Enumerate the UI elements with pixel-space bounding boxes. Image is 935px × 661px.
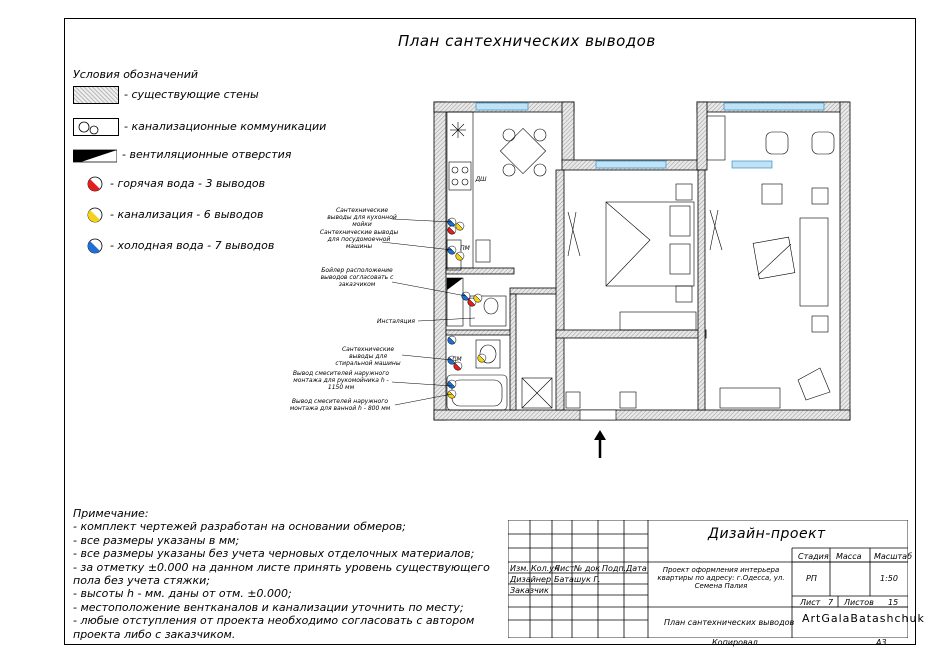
hallway-furniture: [522, 378, 636, 408]
sheets-total: 15: [888, 598, 899, 607]
sheet-label: Лист: [800, 598, 821, 607]
note-line: - любые отступления от проекта необходимо согласовать с автором: [73, 614, 475, 628]
note-line: пола без учета стяжки;: [73, 574, 210, 588]
header-list: Лист: [554, 564, 575, 573]
callout-washbasin: Вывод смесителей наружного монтажа для рукомойника h - 1150 мм: [292, 370, 390, 391]
sheet-title: План сантехнических выводов: [664, 618, 795, 627]
header-doc: № док: [574, 564, 601, 573]
sheets-label: Листов: [844, 598, 874, 607]
company-name: ArtGalaBatashchuk: [802, 612, 925, 625]
notes-block: [73, 507, 513, 641]
header-date: Дата: [626, 564, 647, 573]
designer-name: Баташук Г.: [554, 575, 601, 584]
stage-label: Стадия: [798, 552, 829, 561]
scale-value: 1:50: [880, 574, 898, 583]
stage-value: РП: [806, 574, 817, 583]
sheet-number: 7: [828, 598, 834, 607]
legend-cold-label: - холодная вода - 7 выводов: [110, 239, 275, 252]
legend-walls-label: - существующие стены: [124, 88, 259, 101]
living-room-furniture: [707, 116, 834, 408]
note-line: - все размеры указаны в мм;: [73, 533, 240, 547]
bedroom-furniture: [568, 184, 696, 330]
legend-sewer-label: - канализационные коммуникации: [124, 120, 327, 133]
label-sm: СМ: [452, 356, 462, 363]
label-dsh: ДШ: [475, 176, 487, 183]
footer-copied: Копировал: [712, 638, 758, 647]
role-designer: Дизайнер: [510, 575, 552, 584]
entrance-arrow-icon: [594, 430, 606, 458]
project-type: Дизайн-проект: [708, 526, 826, 542]
header-podp: Подп.: [602, 564, 627, 573]
note-line: - все размеры указаны без учета черновых отделочных материалов;: [73, 547, 475, 561]
note-line: - местоположение вентканалов и канализации уточнить по месту;: [73, 600, 464, 614]
callout-washer: Сантехнические выводы для стиральной машины: [335, 346, 401, 367]
note-line: - комплект чертежей разработан на основании обмеров;: [73, 520, 406, 534]
callout-boiler: Бойлер расположение выводов согласовать с заказчиком: [320, 267, 394, 288]
callout-dishwasher: Сантехнические выводы для посудомоечной машины: [319, 229, 399, 250]
vent-opening: [447, 278, 463, 290]
title-block: [508, 520, 925, 638]
legend-vent-label: - вентиляционные отверстия: [122, 148, 292, 161]
entrance-door: [580, 410, 616, 420]
mass-label: Масса: [836, 552, 862, 561]
notes-heading: Примечание:: [73, 507, 149, 520]
note-line: проекта либо с заказчиком.: [73, 627, 236, 641]
legend-hot-label: - горячая вода - 3 выводов: [110, 177, 266, 190]
note-line: - за отметку ±0.000 на данном листе принять уровень существующего: [73, 560, 490, 574]
page-title: План сантехнических выводов: [398, 32, 656, 50]
footer-format: А3: [876, 638, 887, 647]
role-customer: Заказчик: [510, 586, 549, 595]
header-koluch: Кол.уч: [531, 564, 559, 573]
callout-installation: Инсталяция: [377, 318, 415, 325]
note-line: - высоты h - мм. даны от отм. ±0.000;: [73, 587, 292, 601]
windows: [476, 103, 824, 168]
scale-label: Масштаб: [874, 552, 913, 561]
label-pm: ПМ: [460, 245, 470, 252]
legend-drain-label: - канализация - 6 выводов: [110, 208, 264, 221]
header-izm: Изм.: [510, 564, 529, 573]
callout-sink: Сантехнические выводы для кухонной мойки: [327, 207, 397, 228]
project-description: Проект оформления интерьера квартиры по адресу: г.Одесса, ул. Семена Палия: [657, 566, 785, 590]
callout-bath: Вывод смесителей наружного монтажа для ванной h - 800 мм: [289, 398, 391, 412]
legend-heading: Условия обозначений: [73, 68, 199, 81]
